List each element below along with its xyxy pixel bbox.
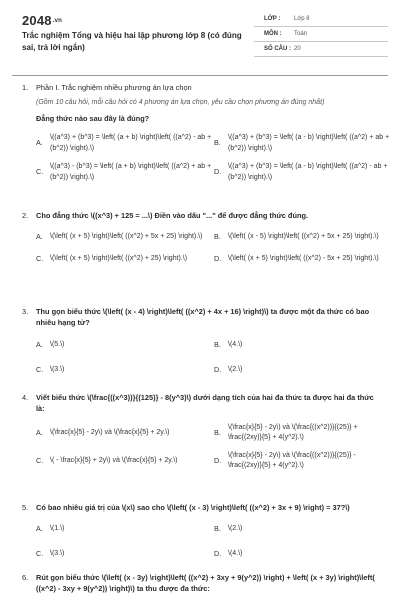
question-2 bbox=[12, 210, 388, 266]
option-c[interactable]: C. \(\left( (x + 5) \right)\left( ((x^2) + 25) \right).\) bbox=[36, 254, 188, 264]
option-c[interactable]: C. \(3.\) bbox=[36, 364, 65, 374]
question-6 bbox=[12, 572, 388, 595]
meta-value: Lớp 8 bbox=[294, 15, 310, 22]
option-d[interactable]: D. \(2.\) bbox=[214, 364, 243, 374]
option-b[interactable]: B. \((a^3) + (b^3) = \left( (a - b) \right)\left( ((a^2) + ab + (b^2)) \right).\) bbox=[214, 134, 390, 152]
option-a[interactable]: A. \((a^3) + (b^3) = \left( (a + b) \right)\left( ((a^2) - ab + (b^2)) \right).\) bbox=[36, 134, 212, 152]
question-number: 1. bbox=[22, 83, 29, 92]
option-b[interactable]: B. \(2.\) bbox=[214, 524, 243, 534]
question-number: 4. bbox=[22, 393, 29, 402]
question-number: 3. bbox=[22, 307, 29, 316]
option-c[interactable]: C. \( - \frac{x}{5} + 2y\) và \(\frac{x}{5} + 2y.\) bbox=[36, 456, 178, 466]
option-d[interactable]: D. \(\frac{x}{5} - 2y\) và \(\frac{((x^2))}{(25)} - \frac{(2xy)}{5} + 4(y^2).\) bbox=[214, 451, 356, 470]
options-grid bbox=[36, 522, 388, 561]
question-1 bbox=[12, 82, 388, 183]
meta-key: MÔN : bbox=[264, 30, 282, 37]
meta-key: LỚP : bbox=[264, 15, 281, 22]
question-3 bbox=[12, 306, 388, 377]
question-text: Thu gọn biểu thức \(\left( (x - 4) \right)\left( ((x^2) + 4x + 16) \right)\) ta được một đa thức có bao nhiêu hạng tử? bbox=[36, 307, 370, 328]
header-divider bbox=[12, 75, 388, 76]
options-grid bbox=[36, 423, 388, 472]
question-text: Có bao nhiêu giá trị của \(x\) sao cho \(\left( (x - 3) \right)\left( ((x^2) + 3x + 9) \right) = 37?\) bbox=[36, 503, 350, 512]
meta-key: SỐ CÂU : bbox=[264, 45, 291, 52]
document-title: Trắc nghiệm Tổng và hiệu hai lập phương lớp 8 (có đúng sai, trả lời ngắn) bbox=[22, 31, 242, 53]
option-d[interactable]: D. \(\left( (x + 5) \right)\left( ((x^2) - 5x + 25) \right).\) bbox=[214, 254, 379, 264]
question-4 bbox=[12, 392, 388, 472]
meta-row-count bbox=[254, 42, 388, 57]
option-b[interactable]: B. \(\left( (x - 5) \right)\left( ((x^2) + 5x + 25) \right).\) bbox=[214, 232, 379, 242]
option-a[interactable]: A. \(1.\) bbox=[36, 524, 65, 534]
question-number: 6. bbox=[22, 573, 29, 582]
question-text: Rút gọn biểu thức \(\left( (x - 3y) \right)\left( ((x^2) + 3xy + 9(y^2)) \right) + \left( (x + 3y) \right)\left( ((x^2) - 3xy + 9(y^2)) \right)\) ta thu được đa thức: bbox=[36, 573, 375, 594]
question-text: Viết biểu thức \(\frac{((x^3))}{(125)} - 8(y^3)\) dưới dạng tích của hai đa thức ta được hai đa thức là: bbox=[36, 393, 374, 414]
option-d[interactable]: D. \((a^3) + (b^3) = \left( (a - b) \right)\left( ((a^2) - ab + (b^2)) \right).\) bbox=[214, 163, 388, 181]
option-a[interactable]: A. \(\left( (x + 5) \right)\left( ((x^2) + 5x + 25) \right).\) bbox=[36, 232, 203, 242]
option-c[interactable]: C. \((a^3) - (b^3) = \left( (a + b) \right)\left( ((a^2) + ab + (b^2)) \right).\) bbox=[36, 163, 212, 181]
meta-table bbox=[254, 12, 388, 57]
meta-value: 20 bbox=[294, 45, 301, 52]
option-d[interactable]: D. \(4.\) bbox=[214, 549, 243, 559]
question-number: 2. bbox=[22, 211, 29, 220]
meta-row-subject bbox=[254, 27, 388, 42]
document-header bbox=[12, 10, 388, 72]
question-5 bbox=[12, 502, 388, 561]
question-number: 5. bbox=[22, 503, 29, 512]
option-b[interactable]: B. \(4.\) bbox=[214, 339, 243, 349]
section-subtitle: (Gồm 10 câu hỏi, mỗi câu hỏi có 4 phương án lựa chọn, yêu cầu chọn phương án đúng nhất) bbox=[36, 99, 325, 107]
meta-value: Toán bbox=[294, 30, 308, 37]
option-c[interactable]: C. \(3.\) bbox=[36, 549, 65, 559]
meta-row-class bbox=[254, 12, 388, 27]
options-grid bbox=[36, 338, 388, 377]
question-text: Đẳng thức nào sau đây là đúng? bbox=[36, 113, 150, 123]
options-grid bbox=[36, 133, 388, 183]
question-text: Cho đẳng thức \((x^3) + 125 = ...\) Điền vào dấu "..." để được đẳng thức đúng. bbox=[36, 211, 309, 220]
section-title: Phần I. Trắc nghiệm nhiều phương án lựa chọn bbox=[36, 83, 192, 92]
option-a[interactable]: A. \(\frac{x}{5} - 2y\) và \(\frac{x}{5} + 2y.\) bbox=[36, 428, 170, 438]
site-logo[interactable]: 2048.vn bbox=[22, 13, 63, 28]
options-grid bbox=[36, 230, 388, 266]
option-b[interactable]: B. \(\frac{x}{5} - 2y\) và \(\frac{((x^2))}{(25)} + \frac{(2xy)}{5} + 4(y^2).\) bbox=[214, 423, 358, 442]
option-a[interactable]: A. \(5.\) bbox=[36, 339, 65, 349]
